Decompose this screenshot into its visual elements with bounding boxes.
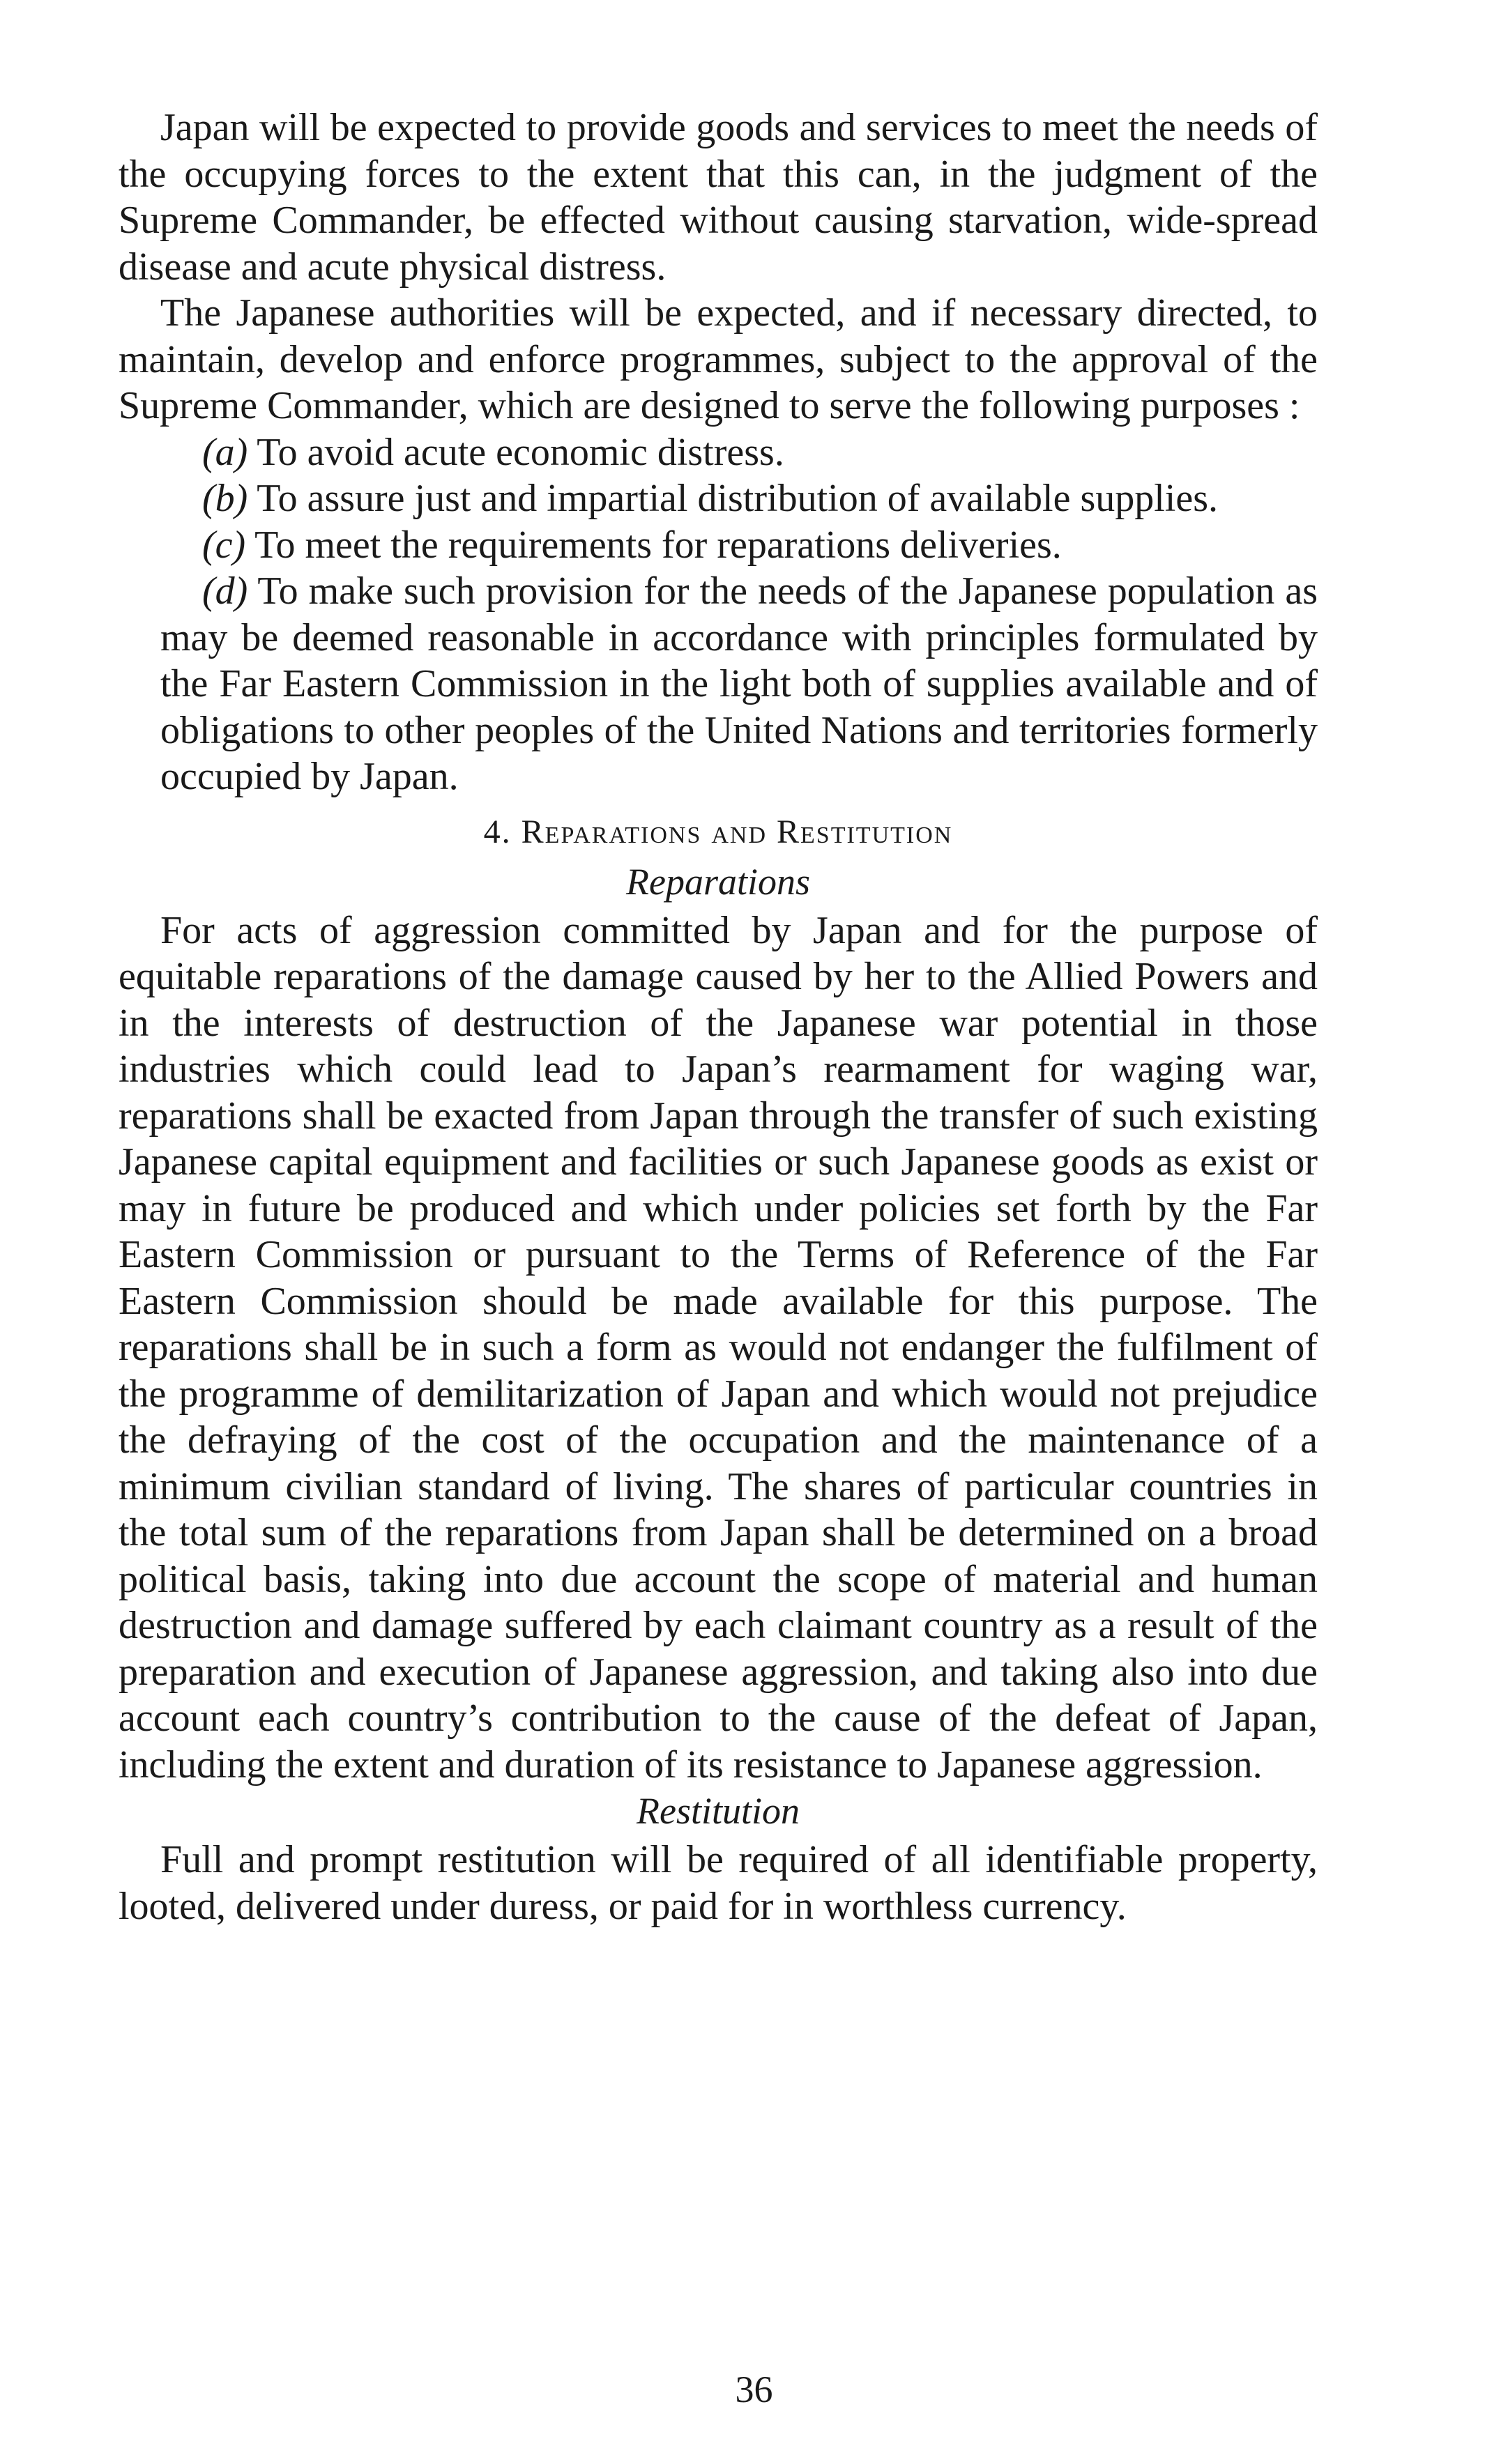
item-text: To make such provision for the needs of the Japanese population as may be deemed reasonable in accordance with principles formulated by the Far Eastern Commission in the light both of supplies available and of obligations to other peoples of the United Nations and territories formerly occupied by Japan. <box>160 569 1318 798</box>
document-page <box>119 105 1318 1929</box>
list-item-b <box>160 475 1318 522</box>
page-number: 36 <box>735 2369 773 2410</box>
item-marker: (c) <box>202 523 246 567</box>
section-heading <box>119 811 1318 853</box>
paragraph-authorities: The Japanese authorities will be expected, and if necessary directed, to maintain, develop and enforce programmes, subject to the approval of the Supreme Commander, which are designed to serve the following purposes : <box>119 291 1318 427</box>
item-marker: (d) <box>202 569 248 613</box>
list-item-c <box>160 522 1318 569</box>
item-text: To assure just and impartial distribution of available supplies. <box>257 477 1218 520</box>
paragraph-goods-services: Japan will be expected to provide goods and services to meet the needs of the occupying forces to the extent that this can, in the judgment of the Supreme Commander, be effected without causing starvation, wide-spread disease and acute physical distress. <box>119 106 1318 289</box>
restitution-title: Restitution <box>637 1790 800 1832</box>
section-heading-text: 4. Reparations and Restitution <box>483 813 953 850</box>
paragraph-reparations: For acts of aggression committed by Japan and for the purpose of equitable reparations of the damage caused by her to the Allied Powers and in the interests of destruction of the Japanese war potential in those industries which could lead to Japan’s rearmament for waging war, reparations shall be exacted from Japan through the transfer of such existing Japanese capital equipment and facilities or such Japanese goods as exist or may in future be produced and which under policies set forth by the Far Eastern Commission or pursuant to the Terms of Reference of the Far Eastern Commission should be made available for this purpose. The reparations shall be in such a form as would not endanger the fulfilment of the programme of demilitarization of Japan and which would not prejudice the defraying of the cost of the occupation and the maintenance of a minimum civilian standard of living. The shares of particular countries in the total sum of the reparations from Japan shall be determined on a broad political basis, taking into due account the scope of material and human destruction and damage suffered by each claimant country as a result of the preparation and execution of Japanese aggression, and taking also into due account each country’s contribution to the cause of the defeat of Japan, including the extent and duration of its resistance to Japanese aggression. <box>119 908 1318 1786</box>
list-item-d <box>160 568 1318 800</box>
list-item-a <box>160 429 1318 476</box>
paragraph-restitution: Full and prompt restitution will be required of all identifiable property, looted, delivered under duress, or paid for in worthless currency. <box>119 1838 1318 1928</box>
reparations-title: Reparations <box>626 860 810 903</box>
item-text: To avoid acute economic distress. <box>257 430 784 474</box>
item-marker: (b) <box>202 477 248 520</box>
item-text: To meet the requirements for reparations deliveries. <box>254 523 1062 567</box>
item-marker: (a) <box>202 430 248 474</box>
